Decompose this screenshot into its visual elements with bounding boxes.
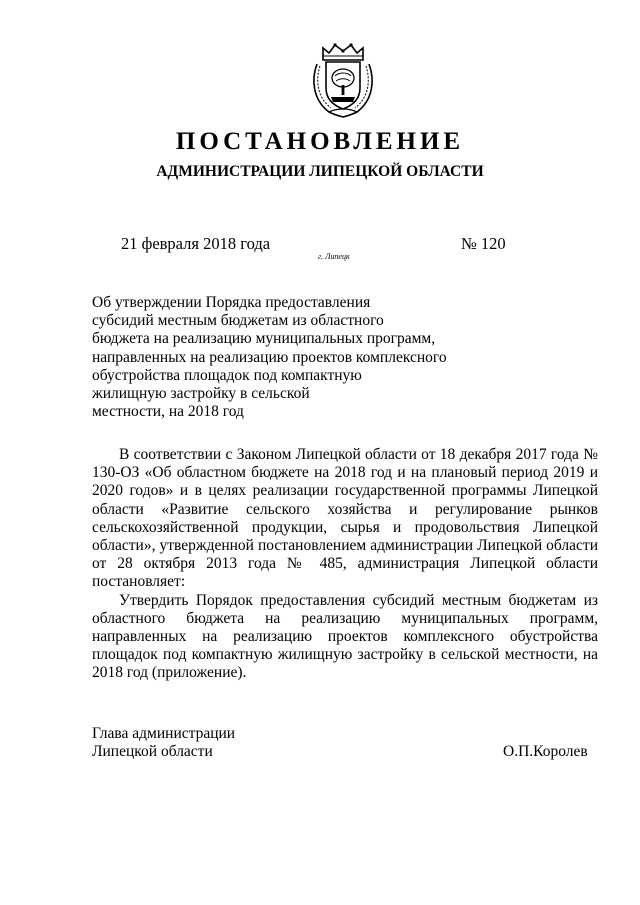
body-line: 130-ОЗ «Об областном бюджете на 2018 год и на плановый период 2019 и: [92, 464, 598, 482]
heading-line: жилищную застройку в сельской: [92, 385, 310, 403]
signatory-position-line: Липецкой области: [92, 743, 213, 761]
document-subtitle: АДМИНИСТРАЦИИ ЛИПЕЦКОЙ ОБЛАСТИ: [156, 163, 484, 180]
body-line: сельскохозяйственной продукции, сырья и продовольствия Липецкой: [92, 518, 598, 536]
body-line: В соответствии с Законом Липецкой области от 18 декабря 2017 года №: [119, 446, 598, 463]
heading-line: местности, на 2018 год: [92, 403, 244, 421]
resolution-heading: [92, 294, 472, 421]
body-line: 2020 годов» и в целях реализации государственной программы Липецкой: [92, 482, 598, 500]
heading-line: Об утверждении Порядка предоставления: [92, 294, 371, 311]
document-number: № 120: [461, 234, 506, 253]
body-line: направленных на реализацию проектов комплексного обустройства: [92, 628, 598, 646]
document-title: ПОСТАНОВЛЕНИЕ: [175, 128, 465, 155]
heading-line: обустройства площадок под компактную: [92, 366, 362, 384]
body-line: области», утвержденной постановлением администрации Липецкой области: [92, 537, 598, 555]
heading-line: направленных на реализацию проектов комплексного: [92, 348, 447, 366]
signatory-position-line: Глава администрации: [92, 725, 236, 742]
body-line: 2018 год (приложение).: [92, 664, 247, 682]
signatory-position: [92, 725, 235, 761]
resolution-body: [92, 446, 598, 683]
body-line: постановляет:: [92, 573, 186, 591]
document-date: 21 февраля 2018 года: [121, 234, 271, 253]
body-line: областного бюджета на реализацию муниципальных программ,: [92, 609, 598, 627]
heading-line: бюджета на реализацию муниципальных программ,: [92, 330, 436, 348]
signatory-name: О.П.Королев: [503, 743, 588, 760]
heading-line: субсидий местным бюджетам из областного: [92, 312, 384, 330]
coat-of-arms-icon: [309, 42, 377, 118]
document-city: г. Липецк: [318, 252, 350, 261]
body-line: Утвердить Порядок предоставления субсидий местным бюджетам из: [119, 591, 598, 609]
body-line: от 28 октября 2013 года № 485, администрация Липецкой области: [92, 555, 598, 573]
body-line: области «Развитие сельского хозяйства и регулирование рынков: [92, 500, 598, 518]
body-line: площадок под компактную жилищную застройку в сельской местности, на: [92, 646, 598, 664]
